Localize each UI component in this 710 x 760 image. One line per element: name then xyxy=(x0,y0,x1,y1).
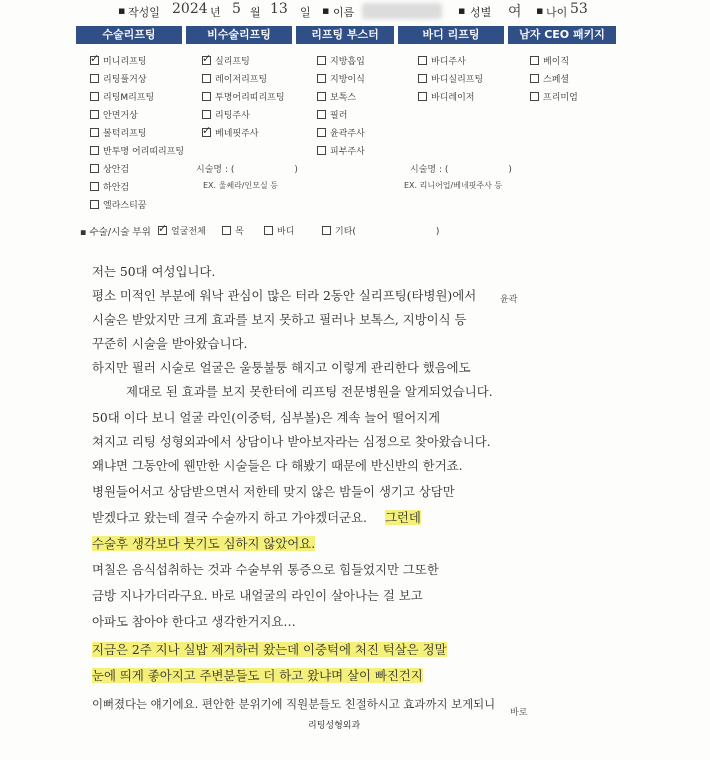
checkbox-item[interactable]: ✓실리프팅 xyxy=(202,54,250,67)
checkbox-item[interactable]: ✓미니리프팅 xyxy=(90,54,146,67)
checkbox-icon xyxy=(90,164,99,173)
procedure-name-field-1[interactable]: 시술명 : ( ) xyxy=(196,165,298,175)
letter-line: 받겠다고 왔는데 결국 수술까지 하고 가야겠더군요. 그런데 xyxy=(92,510,421,525)
checkbox-icon xyxy=(530,92,539,101)
category-body-lifting: 바디 리프팅 xyxy=(398,26,504,44)
checkbox-item[interactable]: 바디레이저 xyxy=(418,90,474,103)
checkbox-item[interactable]: 필러 xyxy=(317,108,347,121)
checkbox-item[interactable]: 리팅M리프팅 xyxy=(90,90,154,103)
checkbox-item[interactable]: 레이저리프팅 xyxy=(202,72,267,85)
procedure-example-2: EX. 리니어업/베네핏주사 등 xyxy=(404,181,503,190)
letter-line: 꾸준히 시술을 받아왔습니다. xyxy=(92,336,248,351)
checkbox-item[interactable]: 리팅풀거상 xyxy=(90,72,146,85)
letter-line: 쳐지고 리팅 성형외과에서 상담이나 받아보자라는 심정으로 찾아왔습니다. xyxy=(92,434,491,449)
checkbox-icon xyxy=(90,200,99,209)
checkbox-checked-icon xyxy=(90,56,99,65)
year-unit: 년 xyxy=(210,6,221,19)
checkbox-icon xyxy=(90,110,99,119)
letter-line: 저는 50대 여성입니다. xyxy=(92,264,216,279)
year-value: 2024 xyxy=(172,1,208,17)
letter-line: 50대 이다 보니 얼굴 라인(이중턱, 심부볼)은 계속 늘어 떨어지게 xyxy=(92,410,441,425)
age-value: 53 xyxy=(570,1,588,17)
checkbox-icon xyxy=(317,110,326,119)
letter-line: 하지만 필러 시술로 얼굴은 울퉁불퉁 해지고 이렇게 관리한다 했음에도 xyxy=(92,360,471,375)
checkbox-icon xyxy=(317,74,326,83)
letter-line: 병원들어서고 상담받으면서 저한테 맞지 않은 밤들이 생기고 상담만 xyxy=(92,484,455,499)
clinic-stamp-text: 리팅성형외과 xyxy=(308,721,361,731)
header-bar xyxy=(0,0,710,22)
checkbox-icon xyxy=(90,146,99,155)
procedure-example-1: EX. 울쎄라/인모실 등 xyxy=(203,181,278,190)
checkbox-item[interactable]: 안면거상 xyxy=(90,108,138,121)
checkbox-item[interactable]: ✓베네핏주사 xyxy=(202,126,258,139)
checkbox-icon xyxy=(317,92,326,101)
checkbox-checked-icon xyxy=(202,128,211,137)
checkbox-checked-icon xyxy=(158,226,167,235)
checkbox-item[interactable]: 엘라스티꿈 xyxy=(90,198,146,211)
checkbox-icon xyxy=(322,226,331,235)
category-nonsurgical-lifting: 비수술리프팅 xyxy=(186,26,292,44)
checkbox-icon xyxy=(90,74,99,83)
checkbox-item[interactable]: 지방흡입 xyxy=(317,54,365,67)
letter-line-highlighted: 눈에 띄게 좋아지고 주변분들도 더 하고 왔냐며 살이 빠진건지 xyxy=(92,668,423,683)
checkbox-icon xyxy=(530,74,539,83)
checkbox-icon xyxy=(90,92,99,101)
checkbox-icon xyxy=(530,56,539,65)
age-label: 나이 xyxy=(546,6,568,19)
checkbox-icon xyxy=(317,128,326,137)
checkbox-icon xyxy=(418,56,427,65)
checkbox-item[interactable]: 하안검 xyxy=(90,180,129,193)
letter-line: 평소 미적인 부분에 워낙 관심이 많은 터라 2동안 실리프팅(타병원)에서 xyxy=(92,288,477,303)
letter-line: 왜냐면 그동안에 웬만한 시술들은 다 해봤기 때문에 반신반의 한거죠. xyxy=(92,458,463,473)
month-value: 5 xyxy=(232,1,241,17)
letter-line-highlighted: 지금은 2주 지나 실밥 제거하러 왔는데 이중턱에 처진 턱살은 정말 xyxy=(92,642,447,657)
area-option-other[interactable]: 기타( ) xyxy=(322,224,439,237)
category-surgical-lifting: 수술리프팅 xyxy=(76,26,182,44)
name-label: 이름 xyxy=(333,6,355,19)
checkbox-checked-icon xyxy=(202,56,211,65)
checkbox-item[interactable]: 바디실리프팅 xyxy=(418,72,483,85)
bullet-icon: ▪ xyxy=(80,227,90,238)
bullet-icon: ▪ xyxy=(458,4,466,17)
letter-line-highlighted: 수술후 생각보다 붓기도 심하지 않았어요. xyxy=(92,536,316,551)
checkbox-item[interactable]: 스페셜 xyxy=(530,72,569,85)
category-ceo-package: 남자 CEO 패키지 xyxy=(508,26,616,44)
checkbox-icon xyxy=(418,74,427,83)
letter-line: 이뻐졌다는 얘기에요. 편안한 분위기에 직원분들도 친절하시고 효과까지 보게되니 xyxy=(92,697,496,711)
bullet-icon: ▪ xyxy=(118,4,126,17)
category-header-row xyxy=(76,26,616,44)
area-label: 수술/시술 부위 xyxy=(89,227,151,238)
bullet-icon: ▪ xyxy=(536,4,544,17)
checkbox-item[interactable]: 리팅주사 xyxy=(202,108,250,121)
checkbox-icon xyxy=(317,146,326,155)
checkbox-item[interactable]: 상안검 xyxy=(90,162,129,175)
date-label: 작성일 xyxy=(128,6,160,19)
redacted-name xyxy=(362,3,442,19)
checkbox-icon xyxy=(90,182,99,191)
checkbox-item[interactable]: 보톡스 xyxy=(317,90,356,103)
checkbox-item[interactable]: 지방이식 xyxy=(317,72,365,85)
checkbox-icon xyxy=(418,92,427,101)
letter-line: 아파도 참아야 한다고 생각한거지요… xyxy=(92,614,296,629)
checkbox-item[interactable]: 투명어리띠리프팅 xyxy=(202,90,285,103)
gender-label: 성별 xyxy=(470,6,492,19)
area-option-neck[interactable]: 목 xyxy=(222,224,244,237)
checkbox-item[interactable]: 프리미엄 xyxy=(530,90,578,103)
letter-line: 며칠은 음식섭취하는 것과 수술부위 통증으로 힘들었지만 그또한 xyxy=(92,562,439,577)
checkbox-icon xyxy=(317,56,326,65)
checkbox-icon xyxy=(90,128,99,137)
checkbox-item[interactable]: 피부주사 xyxy=(317,144,365,157)
checkbox-item[interactable]: 반투명 어리띠리프팅 xyxy=(90,144,184,157)
month-unit: 월 xyxy=(250,6,261,19)
checkbox-icon xyxy=(222,226,231,235)
checkbox-item[interactable]: 윤곽주사 xyxy=(317,126,365,139)
checkbox-icon xyxy=(202,110,211,119)
checkbox-icon xyxy=(202,92,211,101)
area-row xyxy=(80,224,151,238)
day-value: 13 xyxy=(270,1,288,17)
insert-note: 바로 xyxy=(510,708,528,718)
day-unit: 일 xyxy=(300,6,311,19)
checkbox-icon xyxy=(202,74,211,83)
area-option-face[interactable]: ✓ 얼굴전체 xyxy=(158,224,206,237)
bullet-icon: ▪ xyxy=(322,4,330,17)
letter-line: 금방 지나가더라구요. 바로 내얼굴의 라인이 살아나는 걸 보고 xyxy=(92,588,423,603)
procedure-name-field-2[interactable]: 시술명 : ( ) xyxy=(410,165,512,175)
checkbox-icon xyxy=(264,226,273,235)
letter-line: 시술은 받았지만 크게 효과를 보지 못하고 필러나 보톡스, 지방이식 등 xyxy=(92,312,467,327)
checkbox-item[interactable]: 바디주사 xyxy=(418,54,466,67)
letter-line: 제대로 된 효과를 보지 못한터에 리프팅 전문병원을 알게되었습니다. xyxy=(126,384,493,399)
gender-value: 여 xyxy=(508,4,522,20)
area-option-body[interactable]: 바디 xyxy=(264,224,294,237)
category-lifting-booster: 리프팅 부스터 xyxy=(296,26,394,44)
checkbox-item[interactable]: 볼턱리프팅 xyxy=(90,126,146,139)
checkbox-item[interactable]: 베이직 xyxy=(530,54,569,67)
insert-note: 윤곽 xyxy=(500,295,518,305)
